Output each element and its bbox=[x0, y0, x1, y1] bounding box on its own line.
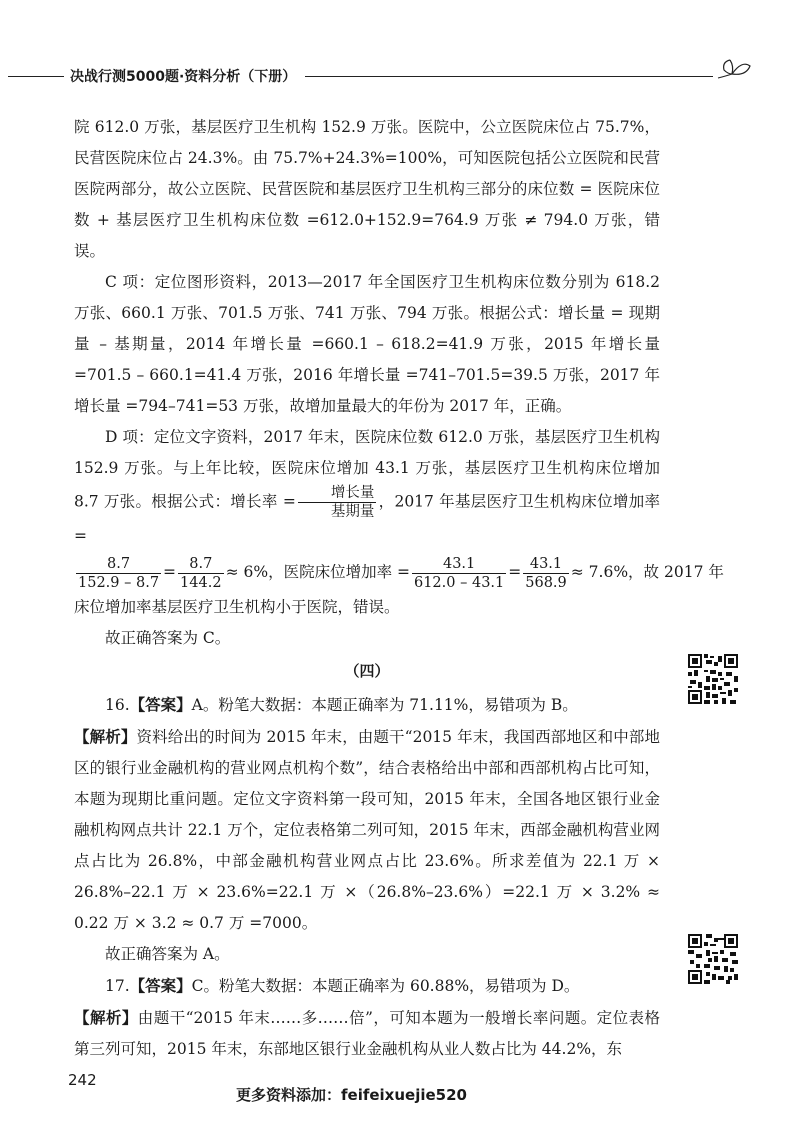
header-rule-left bbox=[8, 76, 64, 77]
growth-rate-fraction bbox=[298, 484, 377, 521]
equals-sign: = bbox=[508, 563, 522, 581]
sprout-icon bbox=[716, 56, 756, 90]
section-heading: （四） bbox=[344, 662, 390, 680]
analysis-label: 【解析】 bbox=[74, 727, 137, 746]
answer-label: 【答案】 bbox=[129, 976, 192, 995]
answer-line: 故正确答案为 C。 bbox=[105, 629, 231, 647]
fraction-denominator: 568.9 bbox=[525, 574, 567, 591]
running-header bbox=[0, 56, 800, 96]
page-number: 242 bbox=[68, 1071, 97, 1089]
analysis-text: 由题干“2015 年末……多……倍”，可知本题为一般增长率问题。定位表格第三列可知，2015 年末，东部地区银行业金融机构从业人数占比为 44.2%，东 bbox=[74, 1009, 660, 1058]
fraction-numerator: 43.1 bbox=[412, 555, 506, 574]
paragraph-hospital-beds: 院 612.0 万张，基层医疗卫生机构 152.9 万张。医院中，公立医院床位占 75.7%，民营医院床位占 24.3%。由 75.7%+24.3%=100%，可知医院包括公立医院和民营医院两部分，故公立医院、民营医院和基层医疗卫生机构三部分的床位数 = 医院床位数 + 基层医疗卫生机构床位数 =612.0+152.9=764.9 万张 ≠ 794.0 万张，错误。 bbox=[74, 118, 660, 260]
fraction-denominator: 152.9 – 8.7 bbox=[78, 574, 160, 591]
equals-sign: = bbox=[163, 563, 177, 581]
fraction-numerator: 43.1 bbox=[523, 555, 569, 574]
fraction-numerator: 8.7 bbox=[76, 555, 161, 574]
book-title: 决战行测5000题·资料分析（下册） bbox=[70, 69, 297, 85]
question-16-analysis bbox=[74, 721, 665, 939]
question-16-answer bbox=[74, 689, 660, 721]
formula-fraction-2 bbox=[178, 555, 224, 592]
formula-fraction-4 bbox=[523, 555, 569, 592]
header-rule-right bbox=[305, 76, 713, 77]
qr-code-icon[interactable] bbox=[688, 654, 738, 704]
formula-fraction-1 bbox=[76, 555, 161, 592]
question-number: 16. bbox=[105, 696, 130, 714]
question-number: 17. bbox=[105, 977, 130, 995]
analysis-label: 【解析】 bbox=[74, 1008, 138, 1027]
footer-watermark-note: 更多资料添加：feifeixuejie520 bbox=[236, 1086, 467, 1104]
paragraph-option-d bbox=[74, 422, 665, 552]
qr-code-icon[interactable] bbox=[688, 934, 738, 984]
body-text bbox=[74, 112, 724, 1065]
answer-text: A。粉笔大数据：本题正确率为 71.11%，易错项为 B。 bbox=[191, 696, 578, 714]
formula-mid-text: ≈ 6%，医院床位增加率 = bbox=[225, 563, 410, 581]
fraction-denominator: 612.0 – 43.1 bbox=[413, 574, 505, 591]
fraction-numerator: 增长量 bbox=[298, 484, 377, 503]
formula-end-text: ≈ 7.6%，故 2017 年 bbox=[570, 563, 724, 581]
fraction-denominator: 144.2 bbox=[180, 574, 222, 591]
paragraph-option-c: C 项：定位图形资料，2013—2017 年全国医疗卫生机构床位数分别为 618.2 万张、660.1 万张、701.5 万张、741 万张、794 万张。根据公式：增长量 = 现期量 – 基期量，2014 年增长量 =660.1 – 618.2=41.9 万张，2015 年增长量 =701.5 – 660.1=41.4 万张，2016 年增长量 =741–701.5=39.5 万张，2017 年增长量 =794–741=53 万张，故增加量最大的年份为 2017 年，正确。 bbox=[74, 273, 665, 415]
analysis-text: 资料给出的时间为 2015 年末，由题干“2015 年末，我国西部地区和中部地区的银行业金融机构的营业网点机构个数”，结合表格给出中部和西部机构占比可知，本题为现期比重问题。定位文字资料第一段可知，2015 年末，全国各地区银行业金融机构网点共计 22.1 万个，定位表格第二列可知，2015 年末，西部金融机构营业网点占比为 26.8%，中部金融机构营业网点占比 23.6%。所求差值为 22.1 万 × 26.8%–22.1 万 × 23.6%=22.1 万 ×（26.8%–23.6%）=22.1 万 × 3.2% ≈ 0.22 万 × 3.2 ≈ 0.7 万 =7000。 bbox=[74, 728, 665, 932]
question-16-final: 故正确答案为 A。 bbox=[105, 945, 230, 963]
question-17-answer bbox=[74, 970, 660, 1002]
option-d-text: D 项：定位文字资料，2017 年末，医院床位数 612.0 万张，基层医疗卫生机构 152.9 万张。与上年比较，医院床位增加 43.1 万张，基层医疗卫生机构床位增加 8.7 万张。根据公式：增长率 = bbox=[74, 428, 665, 511]
answer-label: 【答案】 bbox=[129, 695, 192, 714]
paragraph-option-d-conclusion: 床位增加率基层医疗卫生机构小于医院，错误。 bbox=[74, 598, 400, 616]
fraction-denominator: 基期量 bbox=[330, 504, 375, 520]
formula-fraction-3 bbox=[412, 555, 506, 592]
option-d-text-2: ，2017 年基层医疗卫生机构床位增加率 = bbox=[74, 492, 665, 545]
question-17-analysis bbox=[74, 1002, 660, 1065]
formula-line bbox=[74, 552, 724, 592]
fraction-numerator: 8.7 bbox=[178, 555, 224, 574]
answer-text: C。粉笔大数据：本题正确率为 60.88%，易错项为 D。 bbox=[191, 977, 580, 995]
